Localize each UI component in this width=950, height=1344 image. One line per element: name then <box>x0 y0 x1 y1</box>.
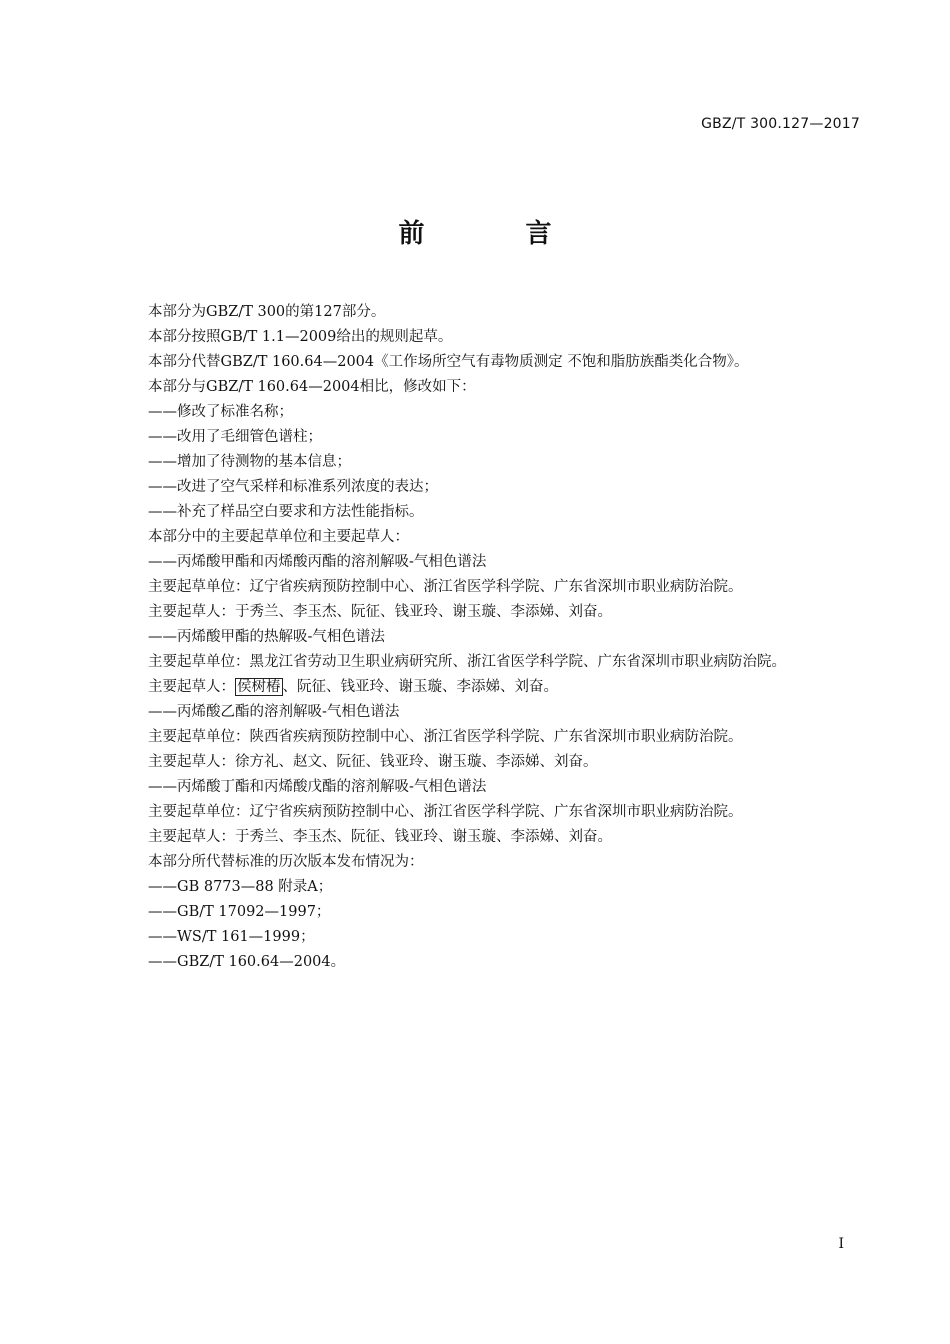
text-line: ——GB/T 17092—1997； <box>148 904 331 920</box>
text-line: ——增加了待测物的基本信息； <box>148 454 351 470</box>
text-line: ——GBZ/T 160.64—2004。 <box>148 954 346 970</box>
text-line: 主要起草单位：辽宁省疾病预防控制中心、浙江省医学科学院、广东省深圳市职业病防治院。 <box>148 579 743 595</box>
text-line: 主要起草单位：陕西省疾病预防控制中心、浙江省医学科学院、广东省深圳市职业病防治院。 <box>148 729 743 745</box>
text-line: ——丙烯酸乙酯的溶剂解吸-气相色谱法 <box>148 704 400 720</box>
boxed-text-line <box>148 675 868 700</box>
boxed-name: 侯树椿 <box>237 679 281 695</box>
text-line: ——丙烯酸甲酯和丙烯酸丙酯的溶剂解吸-气相色谱法 <box>148 554 487 570</box>
text-line: 主要起草单位：黑龙江省劳动卫生职业病研究所、浙江省医学科学院、广东省深圳市职业病防治院。 <box>148 654 786 670</box>
text-line: 主要起草人：于秀兰、李玉杰、阮征、钱亚玲、谢玉璇、李添娣、刘奋。 <box>148 604 612 620</box>
text-line: 本部分代替GBZ/T 160.64—2004《工作场所空气有毒物质测定 不饱和脂肪族酯类化合物》。 <box>148 354 749 370</box>
line-prefix: 主要起草人： <box>148 679 235 695</box>
text-line: 主要起草人：于秀兰、李玉杰、阮征、钱亚玲、谢玉璇、李添娣、刘奋。 <box>148 829 612 845</box>
text-line: ——改进了空气采样和标准系列浓度的表达； <box>148 479 438 495</box>
text-line: ——丙烯酸丁酯和丙烯酸戊酯的溶剂解吸-气相色谱法 <box>148 779 487 795</box>
text-line: 主要起草单位：辽宁省疾病预防控制中心、浙江省医学科学院、广东省深圳市职业病防治院。 <box>148 804 743 820</box>
text-line: 本部分按照GB/T 1.1—2009给出的规则起草。 <box>148 329 453 345</box>
text-line: ——修改了标准名称； <box>148 404 293 420</box>
text-line: 本部分与GBZ/T 160.64—2004相比，修改如下： <box>148 379 476 395</box>
text-line: 本部分所代替标准的历次版本发布情况为： <box>148 854 424 870</box>
standard-code: GBZ/T 300.127—2017 <box>701 116 860 132</box>
line-suffix: 、阮征、钱亚玲、谢玉璇、李添娣、刘奋。 <box>282 679 558 695</box>
text-line: ——GB 8773—88 附录A； <box>148 879 333 895</box>
text-line: ——丙烯酸甲酯的热解吸-气相色谱法 <box>148 629 385 645</box>
text-line: 本部分为GBZ/T 300的第127部分。 <box>148 304 386 320</box>
text-line: 本部分中的主要起草单位和主要起草人： <box>148 529 409 545</box>
text-line: ——WS/T 161—1999； <box>148 929 315 945</box>
text-line: ——补充了样品空白要求和方法性能指标。 <box>148 504 424 520</box>
text-line: ——改用了毛细管色谱柱； <box>148 429 322 445</box>
text-line: 主要起草人：徐方礼、赵文、阮征、钱亚玲、谢玉璇、李添娣、刘奋。 <box>148 754 598 770</box>
page-title: 前 言 <box>398 219 598 249</box>
foreword-body <box>148 300 868 975</box>
page-number: I <box>838 1236 844 1252</box>
